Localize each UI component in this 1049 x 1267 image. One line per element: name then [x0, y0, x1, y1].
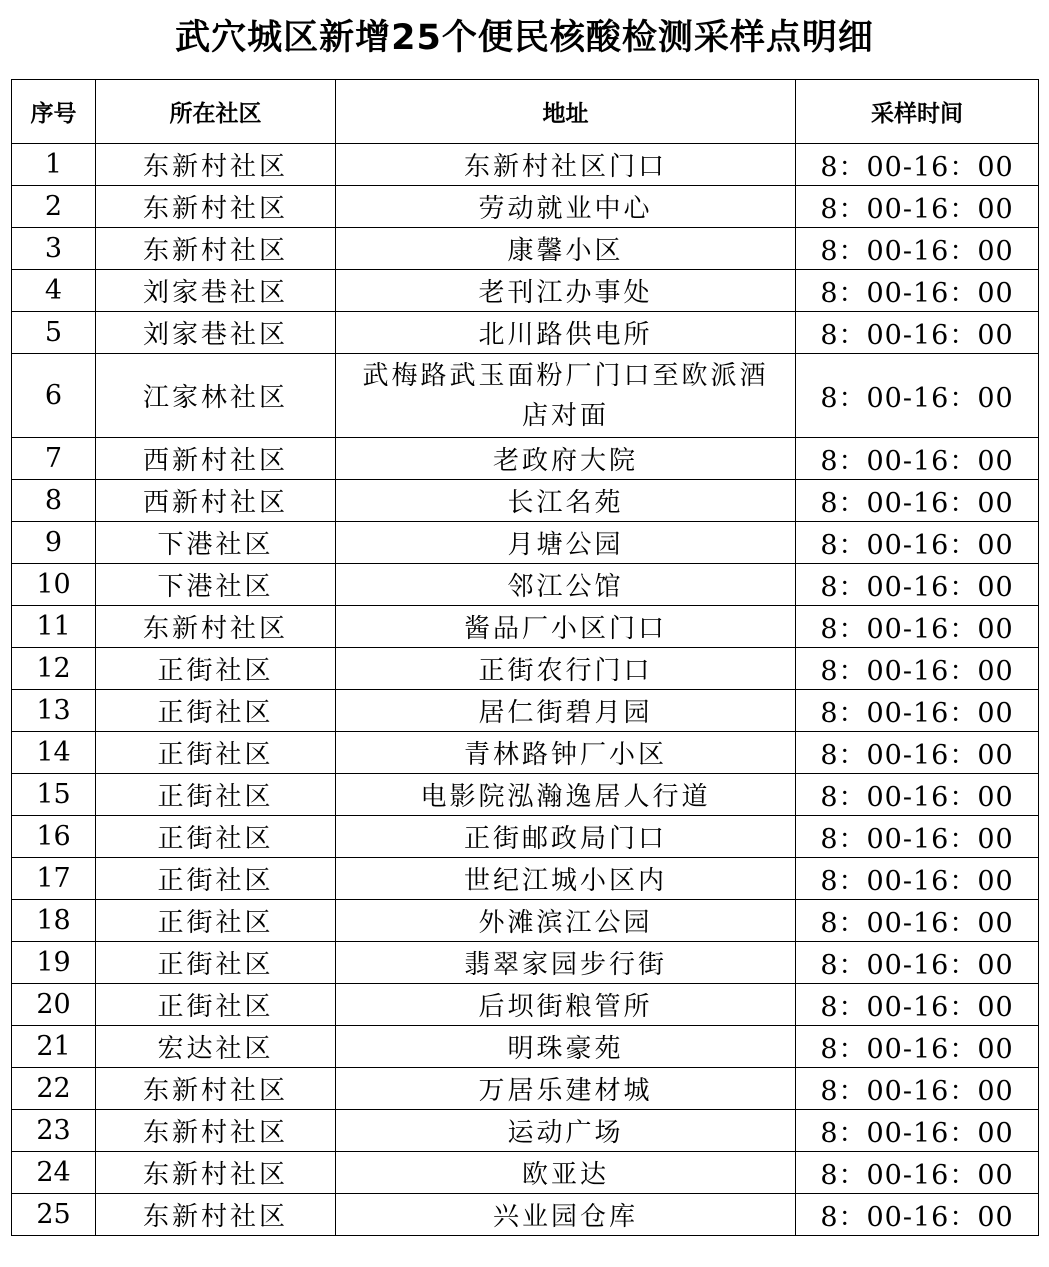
cell-community: 正街社区	[96, 858, 336, 900]
table-row	[12, 228, 1039, 270]
table-row	[12, 564, 1039, 606]
cell-community: 正街社区	[96, 984, 336, 1026]
cell-community: 刘家巷社区	[96, 270, 336, 312]
cell-time: 8：00-16：00	[796, 858, 1039, 900]
cell-time: 8：00-16：00	[796, 606, 1039, 648]
table-row	[12, 606, 1039, 648]
cell-time: 8：00-16：00	[796, 1068, 1039, 1110]
table-row	[12, 312, 1039, 354]
cell-community: 东新村社区	[96, 1110, 336, 1152]
cell-no: 1	[12, 144, 96, 186]
cell-community: 东新村社区	[96, 1194, 336, 1236]
cell-time: 8：00-16：00	[796, 774, 1039, 816]
cell-no: 10	[12, 564, 96, 606]
cell-time: 8：00-16：00	[796, 816, 1039, 858]
cell-address: 老刊江办事处	[336, 270, 796, 312]
cell-address: 居仁街碧月园	[336, 690, 796, 732]
cell-community: 刘家巷社区	[96, 312, 336, 354]
cell-address: 翡翠家园步行街	[336, 942, 796, 984]
cell-time: 8：00-16：00	[796, 1152, 1039, 1194]
cell-address: 正街邮政局门口	[336, 816, 796, 858]
cell-community: 东新村社区	[96, 1068, 336, 1110]
table-row	[12, 1110, 1039, 1152]
table-row	[12, 522, 1039, 564]
cell-community: 正街社区	[96, 900, 336, 942]
cell-no: 17	[12, 858, 96, 900]
cell-community: 正街社区	[96, 690, 336, 732]
cell-community: 西新村社区	[96, 480, 336, 522]
cell-no: 5	[12, 312, 96, 354]
table-row	[12, 1026, 1039, 1068]
cell-time: 8：00-16：00	[796, 228, 1039, 270]
cell-no: 2	[12, 186, 96, 228]
cell-community: 正街社区	[96, 942, 336, 984]
cell-address: 后坝街粮管所	[336, 984, 796, 1026]
cell-community: 下港社区	[96, 522, 336, 564]
header-address: 地址	[336, 80, 796, 144]
cell-community: 东新村社区	[96, 1152, 336, 1194]
cell-community: 东新村社区	[96, 606, 336, 648]
cell-no: 7	[12, 438, 96, 480]
cell-community: 东新村社区	[96, 186, 336, 228]
table-row	[12, 354, 1039, 438]
sampling-sites-table	[11, 79, 1039, 1236]
cell-address: 外滩滨江公园	[336, 900, 796, 942]
cell-time: 8：00-16：00	[796, 900, 1039, 942]
table-row	[12, 942, 1039, 984]
cell-time: 8：00-16：00	[796, 438, 1039, 480]
table-row	[12, 480, 1039, 522]
cell-no: 9	[12, 522, 96, 564]
cell-address: 长江名苑	[336, 480, 796, 522]
cell-address: 青林路钟厂小区	[336, 732, 796, 774]
table-row	[12, 438, 1039, 480]
cell-no: 6	[12, 354, 96, 438]
cell-time: 8：00-16：00	[796, 186, 1039, 228]
cell-address: 运动广场	[336, 1110, 796, 1152]
cell-time: 8：00-16：00	[796, 564, 1039, 606]
cell-address: 东新村社区门口	[336, 144, 796, 186]
cell-no: 12	[12, 648, 96, 690]
table-row	[12, 144, 1039, 186]
cell-address: 正街农行门口	[336, 648, 796, 690]
cell-time: 8：00-16：00	[796, 312, 1039, 354]
header-time: 采样时间	[796, 80, 1039, 144]
cell-time: 8：00-16：00	[796, 1110, 1039, 1152]
cell-address: 邻江公馆	[336, 564, 796, 606]
cell-community: 下港社区	[96, 564, 336, 606]
cell-time: 8：00-16：00	[796, 648, 1039, 690]
table-row	[12, 774, 1039, 816]
cell-time: 8：00-16：00	[796, 1194, 1039, 1236]
cell-community: 正街社区	[96, 816, 336, 858]
cell-community: 江家林社区	[96, 354, 336, 438]
cell-no: 18	[12, 900, 96, 942]
cell-no: 8	[12, 480, 96, 522]
cell-address: 武梅路武玉面粉厂门口至欧派酒店对面	[336, 354, 796, 438]
cell-address: 月塘公园	[336, 522, 796, 564]
cell-time: 8：00-16：00	[796, 480, 1039, 522]
header-community: 所在社区	[96, 80, 336, 144]
cell-time: 8：00-16：00	[796, 984, 1039, 1026]
cell-no: 3	[12, 228, 96, 270]
cell-community: 东新村社区	[96, 144, 336, 186]
cell-no: 11	[12, 606, 96, 648]
cell-no: 24	[12, 1152, 96, 1194]
cell-address: 北川路供电所	[336, 312, 796, 354]
table-row	[12, 648, 1039, 690]
cell-community: 正街社区	[96, 732, 336, 774]
table-row	[12, 1068, 1039, 1110]
cell-time: 8：00-16：00	[796, 942, 1039, 984]
cell-no: 16	[12, 816, 96, 858]
cell-no: 20	[12, 984, 96, 1026]
cell-no: 15	[12, 774, 96, 816]
cell-no: 14	[12, 732, 96, 774]
table-row	[12, 186, 1039, 228]
cell-address: 兴业园仓库	[336, 1194, 796, 1236]
table-row	[12, 984, 1039, 1026]
table-row	[12, 1194, 1039, 1236]
cell-time: 8：00-16：00	[796, 732, 1039, 774]
table-row	[12, 816, 1039, 858]
cell-community: 宏达社区	[96, 1026, 336, 1068]
cell-no: 21	[12, 1026, 96, 1068]
cell-address: 老政府大院	[336, 438, 796, 480]
table-row	[12, 690, 1039, 732]
cell-community: 正街社区	[96, 774, 336, 816]
cell-time: 8：00-16：00	[796, 1026, 1039, 1068]
table-header-row	[12, 80, 1039, 144]
cell-no: 13	[12, 690, 96, 732]
header-no: 序号	[12, 80, 96, 144]
cell-time: 8：00-16：00	[796, 354, 1039, 438]
cell-address: 酱品厂小区门口	[336, 606, 796, 648]
cell-community: 正街社区	[96, 648, 336, 690]
table-row	[12, 900, 1039, 942]
cell-no: 19	[12, 942, 96, 984]
cell-address: 劳动就业中心	[336, 186, 796, 228]
cell-time: 8：00-16：00	[796, 270, 1039, 312]
cell-community: 西新村社区	[96, 438, 336, 480]
cell-no: 25	[12, 1194, 96, 1236]
cell-address: 电影院泓瀚逸居人行道	[336, 774, 796, 816]
cell-address: 欧亚达	[336, 1152, 796, 1194]
cell-community: 东新村社区	[96, 228, 336, 270]
cell-address: 明珠豪苑	[336, 1026, 796, 1068]
cell-time: 8：00-16：00	[796, 690, 1039, 732]
table-row	[12, 270, 1039, 312]
table-row	[12, 1152, 1039, 1194]
page-title: 武穴城区新增25个便民核酸检测采样点明细	[175, 18, 874, 58]
table-row	[12, 732, 1039, 774]
cell-address: 万居乐建材城	[336, 1068, 796, 1110]
cell-no: 23	[12, 1110, 96, 1152]
cell-time: 8：00-16：00	[796, 522, 1039, 564]
cell-no: 4	[12, 270, 96, 312]
cell-no: 22	[12, 1068, 96, 1110]
cell-time: 8：00-16：00	[796, 144, 1039, 186]
table-row	[12, 858, 1039, 900]
cell-address: 康馨小区	[336, 228, 796, 270]
cell-address: 世纪江城小区内	[336, 858, 796, 900]
